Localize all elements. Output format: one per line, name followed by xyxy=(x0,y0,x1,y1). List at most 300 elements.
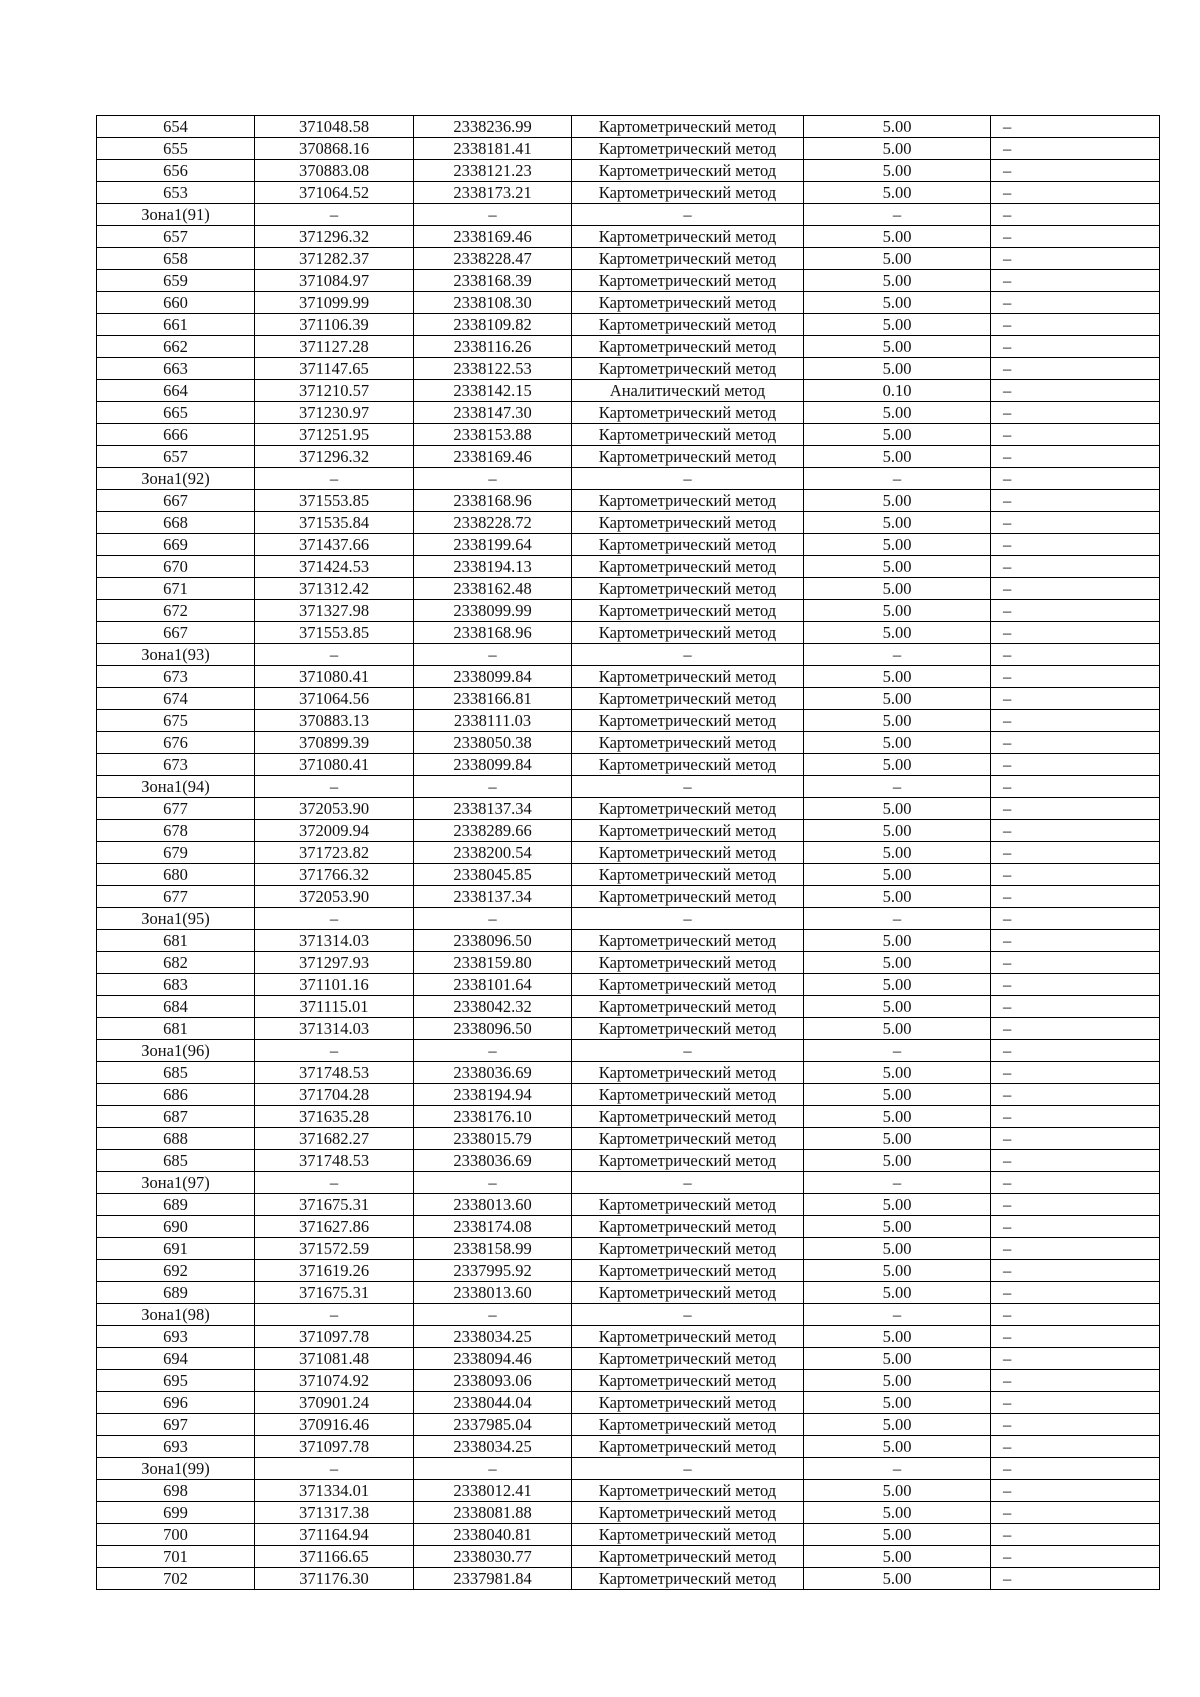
table-row xyxy=(97,952,1160,974)
x-coordinate-cell: 371437.66 xyxy=(255,534,414,556)
y-coordinate-cell: 2338013.60 xyxy=(414,1194,572,1216)
point-number-cell: 683 xyxy=(97,974,255,996)
x-coordinate-cell: – xyxy=(255,1304,414,1326)
point-number-cell: 674 xyxy=(97,688,255,710)
x-coordinate-cell: 371210.57 xyxy=(255,380,414,402)
accuracy-cell: 5.00 xyxy=(804,1436,991,1458)
point-number-cell: 681 xyxy=(97,930,255,952)
point-number-cell: 682 xyxy=(97,952,255,974)
table-row xyxy=(97,930,1160,952)
x-coordinate-cell: 371704.28 xyxy=(255,1084,414,1106)
accuracy-cell: 5.00 xyxy=(804,820,991,842)
point-number-cell: Зона1(98) xyxy=(97,1304,255,1326)
accuracy-cell: 5.00 xyxy=(804,248,991,270)
y-coordinate-cell: 2338012.41 xyxy=(414,1480,572,1502)
table-row xyxy=(97,1392,1160,1414)
y-coordinate-cell: 2338159.80 xyxy=(414,952,572,974)
table-row xyxy=(97,534,1160,556)
description-cell: – xyxy=(991,534,1160,556)
description-cell: – xyxy=(991,578,1160,600)
y-coordinate-cell: 2338228.47 xyxy=(414,248,572,270)
description-cell: – xyxy=(991,446,1160,468)
x-coordinate-cell: 371080.41 xyxy=(255,754,414,776)
accuracy-cell: 5.00 xyxy=(804,1216,991,1238)
y-coordinate-cell: 2338122.53 xyxy=(414,358,572,380)
accuracy-cell: – xyxy=(804,1458,991,1480)
table-row xyxy=(97,1084,1160,1106)
y-coordinate-cell: 2338142.15 xyxy=(414,380,572,402)
x-coordinate-cell: 371176.30 xyxy=(255,1568,414,1590)
point-number-cell: 685 xyxy=(97,1062,255,1084)
table-row xyxy=(97,270,1160,292)
table-row xyxy=(97,1502,1160,1524)
accuracy-cell: 5.00 xyxy=(804,1238,991,1260)
method-cell: Картометрический метод xyxy=(572,490,804,512)
method-cell: Картометрический метод xyxy=(572,754,804,776)
point-number-cell: 655 xyxy=(97,138,255,160)
description-cell: – xyxy=(991,1326,1160,1348)
y-coordinate-cell: – xyxy=(414,1304,572,1326)
method-cell: Картометрический метод xyxy=(572,798,804,820)
description-cell: – xyxy=(991,116,1160,138)
y-coordinate-cell: 2338099.84 xyxy=(414,666,572,688)
method-cell: Картометрический метод xyxy=(572,1150,804,1172)
method-cell: Картометрический метод xyxy=(572,688,804,710)
method-cell: Картометрический метод xyxy=(572,1238,804,1260)
description-cell: – xyxy=(991,1238,1160,1260)
x-coordinate-cell: – xyxy=(255,1458,414,1480)
x-coordinate-cell: 371317.38 xyxy=(255,1502,414,1524)
description-cell: – xyxy=(991,490,1160,512)
point-number-cell: 677 xyxy=(97,798,255,820)
accuracy-cell: 5.00 xyxy=(804,358,991,380)
method-cell: Картометрический метод xyxy=(572,820,804,842)
method-cell: Картометрический метод xyxy=(572,996,804,1018)
description-cell: – xyxy=(991,732,1160,754)
table-row xyxy=(97,974,1160,996)
x-coordinate-cell: 371327.98 xyxy=(255,600,414,622)
description-cell: – xyxy=(991,1524,1160,1546)
zone-header-row xyxy=(97,776,1160,798)
description-cell: – xyxy=(991,336,1160,358)
method-cell: Картометрический метод xyxy=(572,1194,804,1216)
method-cell: Картометрический метод xyxy=(572,1392,804,1414)
point-number-cell: 661 xyxy=(97,314,255,336)
point-number-cell: Зона1(93) xyxy=(97,644,255,666)
x-coordinate-cell: 371553.85 xyxy=(255,490,414,512)
table-row xyxy=(97,116,1160,138)
table-row xyxy=(97,380,1160,402)
method-cell: Картометрический метод xyxy=(572,886,804,908)
method-cell: – xyxy=(572,1172,804,1194)
x-coordinate-cell: 371675.31 xyxy=(255,1282,414,1304)
point-number-cell: 671 xyxy=(97,578,255,600)
method-cell: Картометрический метод xyxy=(572,270,804,292)
table-row xyxy=(97,1106,1160,1128)
x-coordinate-cell: 371627.86 xyxy=(255,1216,414,1238)
x-coordinate-cell: 370883.13 xyxy=(255,710,414,732)
accuracy-cell: 5.00 xyxy=(804,886,991,908)
description-cell: – xyxy=(991,908,1160,930)
x-coordinate-cell: 371314.03 xyxy=(255,1018,414,1040)
accuracy-cell: 5.00 xyxy=(804,1480,991,1502)
table-row xyxy=(97,1524,1160,1546)
accuracy-cell: 5.00 xyxy=(804,336,991,358)
y-coordinate-cell: 2338199.64 xyxy=(414,534,572,556)
y-coordinate-cell: 2338158.99 xyxy=(414,1238,572,1260)
point-number-cell: 670 xyxy=(97,556,255,578)
accuracy-cell: – xyxy=(804,1040,991,1062)
x-coordinate-cell: 370916.46 xyxy=(255,1414,414,1436)
zone-header-row xyxy=(97,204,1160,226)
y-coordinate-cell: 2338181.41 xyxy=(414,138,572,160)
accuracy-cell: 5.00 xyxy=(804,446,991,468)
y-coordinate-cell: 2338030.77 xyxy=(414,1546,572,1568)
point-number-cell: Зона1(97) xyxy=(97,1172,255,1194)
y-coordinate-cell: 2338153.88 xyxy=(414,424,572,446)
y-coordinate-cell: 2338194.94 xyxy=(414,1084,572,1106)
accuracy-cell: – xyxy=(804,908,991,930)
y-coordinate-cell: 2338169.46 xyxy=(414,226,572,248)
method-cell: – xyxy=(572,1304,804,1326)
y-coordinate-cell: – xyxy=(414,776,572,798)
y-coordinate-cell: 2338036.69 xyxy=(414,1062,572,1084)
x-coordinate-cell: 371282.37 xyxy=(255,248,414,270)
table-row xyxy=(97,512,1160,534)
accuracy-cell: 5.00 xyxy=(804,402,991,424)
point-number-cell: 673 xyxy=(97,666,255,688)
method-cell: Картометрический метод xyxy=(572,952,804,974)
method-cell: Картометрический метод xyxy=(572,710,804,732)
method-cell: Картометрический метод xyxy=(572,1062,804,1084)
method-cell: Картометрический метод xyxy=(572,1480,804,1502)
y-coordinate-cell: 2338013.60 xyxy=(414,1282,572,1304)
table-row xyxy=(97,248,1160,270)
y-coordinate-cell: – xyxy=(414,204,572,226)
description-cell: – xyxy=(991,600,1160,622)
y-coordinate-cell: 2338174.08 xyxy=(414,1216,572,1238)
point-number-cell: 673 xyxy=(97,754,255,776)
x-coordinate-cell: 371675.31 xyxy=(255,1194,414,1216)
y-coordinate-cell: – xyxy=(414,908,572,930)
point-number-cell: 685 xyxy=(97,1150,255,1172)
method-cell: Картометрический метод xyxy=(572,1568,804,1590)
accuracy-cell: 0.10 xyxy=(804,380,991,402)
accuracy-cell: 5.00 xyxy=(804,490,991,512)
accuracy-cell: 5.00 xyxy=(804,1260,991,1282)
accuracy-cell: 5.00 xyxy=(804,1326,991,1348)
table-row xyxy=(97,226,1160,248)
method-cell: Картометрический метод xyxy=(572,1084,804,1106)
table-row xyxy=(97,336,1160,358)
x-coordinate-cell: – xyxy=(255,776,414,798)
table-row xyxy=(97,160,1160,182)
description-cell: – xyxy=(991,204,1160,226)
y-coordinate-cell: 2338137.34 xyxy=(414,798,572,820)
table-row xyxy=(97,1062,1160,1084)
method-cell: – xyxy=(572,644,804,666)
description-cell: – xyxy=(991,358,1160,380)
y-coordinate-cell: – xyxy=(414,1458,572,1480)
description-cell: – xyxy=(991,710,1160,732)
accuracy-cell: 5.00 xyxy=(804,1414,991,1436)
zone-header-row xyxy=(97,1304,1160,1326)
accuracy-cell: – xyxy=(804,1172,991,1194)
y-coordinate-cell: 2338147.30 xyxy=(414,402,572,424)
table-row xyxy=(97,402,1160,424)
point-number-cell: 668 xyxy=(97,512,255,534)
y-coordinate-cell: 2338169.46 xyxy=(414,446,572,468)
description-cell: – xyxy=(991,182,1160,204)
point-number-cell: Зона1(96) xyxy=(97,1040,255,1062)
description-cell: – xyxy=(991,688,1160,710)
accuracy-cell: 5.00 xyxy=(804,1194,991,1216)
y-coordinate-cell: 2338040.81 xyxy=(414,1524,572,1546)
x-coordinate-cell: 371296.32 xyxy=(255,446,414,468)
point-number-cell: 669 xyxy=(97,534,255,556)
x-coordinate-cell: 371251.95 xyxy=(255,424,414,446)
accuracy-cell: 5.00 xyxy=(804,710,991,732)
point-number-cell: 687 xyxy=(97,1106,255,1128)
description-cell: – xyxy=(991,1458,1160,1480)
description-cell: – xyxy=(991,556,1160,578)
accuracy-cell: 5.00 xyxy=(804,1502,991,1524)
table-row xyxy=(97,1326,1160,1348)
table-row xyxy=(97,842,1160,864)
y-coordinate-cell: 2338168.96 xyxy=(414,490,572,512)
method-cell: Картометрический метод xyxy=(572,622,804,644)
description-cell: – xyxy=(991,248,1160,270)
point-number-cell: Зона1(99) xyxy=(97,1458,255,1480)
point-number-cell: 692 xyxy=(97,1260,255,1282)
y-coordinate-cell: 2338176.10 xyxy=(414,1106,572,1128)
x-coordinate-cell: 371080.41 xyxy=(255,666,414,688)
method-cell: – xyxy=(572,468,804,490)
description-cell: – xyxy=(991,1392,1160,1414)
method-cell: Картометрический метод xyxy=(572,1282,804,1304)
y-coordinate-cell: 2338034.25 xyxy=(414,1326,572,1348)
x-coordinate-cell: 372053.90 xyxy=(255,798,414,820)
x-coordinate-cell: 371147.65 xyxy=(255,358,414,380)
y-coordinate-cell: 2338236.99 xyxy=(414,116,572,138)
y-coordinate-cell: 2338289.66 xyxy=(414,820,572,842)
description-cell: – xyxy=(991,292,1160,314)
y-coordinate-cell: 2338099.99 xyxy=(414,600,572,622)
table-row xyxy=(97,292,1160,314)
table-row xyxy=(97,1194,1160,1216)
description-cell: – xyxy=(991,1150,1160,1172)
point-number-cell: 686 xyxy=(97,1084,255,1106)
y-coordinate-cell: 2338015.79 xyxy=(414,1128,572,1150)
accuracy-cell: 5.00 xyxy=(804,1084,991,1106)
method-cell: – xyxy=(572,776,804,798)
point-number-cell: 695 xyxy=(97,1370,255,1392)
accuracy-cell: 5.00 xyxy=(804,160,991,182)
description-cell: – xyxy=(991,952,1160,974)
table-row xyxy=(97,1238,1160,1260)
point-number-cell: 658 xyxy=(97,248,255,270)
table-row xyxy=(97,578,1160,600)
description-cell: – xyxy=(991,1436,1160,1458)
method-cell: – xyxy=(572,204,804,226)
method-cell: Картометрический метод xyxy=(572,1128,804,1150)
point-number-cell: 693 xyxy=(97,1436,255,1458)
y-coordinate-cell: 2338096.50 xyxy=(414,1018,572,1040)
y-coordinate-cell: 2338093.06 xyxy=(414,1370,572,1392)
zone-header-row xyxy=(97,908,1160,930)
y-coordinate-cell: 2338173.21 xyxy=(414,182,572,204)
x-coordinate-cell: 371101.16 xyxy=(255,974,414,996)
table-row xyxy=(97,424,1160,446)
accuracy-cell: 5.00 xyxy=(804,182,991,204)
point-number-cell: 699 xyxy=(97,1502,255,1524)
table-row xyxy=(97,1348,1160,1370)
table-row xyxy=(97,864,1160,886)
description-cell: – xyxy=(991,930,1160,952)
accuracy-cell: 5.00 xyxy=(804,556,991,578)
method-cell: Картометрический метод xyxy=(572,1260,804,1282)
x-coordinate-cell: 371097.78 xyxy=(255,1436,414,1458)
description-cell: – xyxy=(991,1370,1160,1392)
method-cell: Картометрический метод xyxy=(572,160,804,182)
table-row xyxy=(97,1370,1160,1392)
accuracy-cell: – xyxy=(804,776,991,798)
method-cell: Картометрический метод xyxy=(572,1502,804,1524)
accuracy-cell: – xyxy=(804,644,991,666)
point-number-cell: 689 xyxy=(97,1194,255,1216)
accuracy-cell: – xyxy=(804,204,991,226)
x-coordinate-cell: – xyxy=(255,644,414,666)
x-coordinate-cell: – xyxy=(255,204,414,226)
accuracy-cell: 5.00 xyxy=(804,1370,991,1392)
description-cell: – xyxy=(991,798,1160,820)
y-coordinate-cell: 2337985.04 xyxy=(414,1414,572,1436)
description-cell: – xyxy=(991,1062,1160,1084)
x-coordinate-cell: 371334.01 xyxy=(255,1480,414,1502)
description-cell: – xyxy=(991,1216,1160,1238)
description-cell: – xyxy=(991,1172,1160,1194)
table-row xyxy=(97,1216,1160,1238)
table-row xyxy=(97,1480,1160,1502)
table-row xyxy=(97,1260,1160,1282)
y-coordinate-cell: 2338111.03 xyxy=(414,710,572,732)
x-coordinate-cell: – xyxy=(255,468,414,490)
accuracy-cell: 5.00 xyxy=(804,1348,991,1370)
description-cell: – xyxy=(991,424,1160,446)
point-number-cell: 662 xyxy=(97,336,255,358)
accuracy-cell: 5.00 xyxy=(804,270,991,292)
x-coordinate-cell: 371166.65 xyxy=(255,1546,414,1568)
x-coordinate-cell: 371535.84 xyxy=(255,512,414,534)
accuracy-cell: 5.00 xyxy=(804,1546,991,1568)
method-cell: Картометрический метод xyxy=(572,732,804,754)
x-coordinate-cell: 371084.97 xyxy=(255,270,414,292)
description-cell: – xyxy=(991,820,1160,842)
y-coordinate-cell: 2338036.69 xyxy=(414,1150,572,1172)
x-coordinate-cell: 371314.03 xyxy=(255,930,414,952)
method-cell: – xyxy=(572,1040,804,1062)
method-cell: Картометрический метод xyxy=(572,578,804,600)
zone-header-row xyxy=(97,468,1160,490)
accuracy-cell: 5.00 xyxy=(804,1524,991,1546)
table-row xyxy=(97,666,1160,688)
x-coordinate-cell: 371074.92 xyxy=(255,1370,414,1392)
method-cell: Картометрический метод xyxy=(572,248,804,270)
table-row xyxy=(97,798,1160,820)
point-number-cell: 691 xyxy=(97,1238,255,1260)
description-cell: – xyxy=(991,1502,1160,1524)
point-number-cell: Зона1(94) xyxy=(97,776,255,798)
description-cell: – xyxy=(991,512,1160,534)
x-coordinate-cell: 371635.28 xyxy=(255,1106,414,1128)
accuracy-cell: 5.00 xyxy=(804,732,991,754)
zone-header-row xyxy=(97,1172,1160,1194)
table-row xyxy=(97,996,1160,1018)
table-row xyxy=(97,710,1160,732)
method-cell: Картометрический метод xyxy=(572,1436,804,1458)
point-number-cell: 664 xyxy=(97,380,255,402)
method-cell: – xyxy=(572,1458,804,1480)
method-cell: Картометрический метод xyxy=(572,182,804,204)
y-coordinate-cell: 2338108.30 xyxy=(414,292,572,314)
table-row xyxy=(97,1436,1160,1458)
x-coordinate-cell: 371230.97 xyxy=(255,402,414,424)
point-number-cell: 667 xyxy=(97,622,255,644)
x-coordinate-cell: 371297.93 xyxy=(255,952,414,974)
accuracy-cell: 5.00 xyxy=(804,138,991,160)
description-cell: – xyxy=(991,1546,1160,1568)
method-cell: Картометрический метод xyxy=(572,974,804,996)
x-coordinate-cell: 371048.58 xyxy=(255,116,414,138)
accuracy-cell: 5.00 xyxy=(804,864,991,886)
accuracy-cell: 5.00 xyxy=(804,930,991,952)
accuracy-cell: 5.00 xyxy=(804,578,991,600)
method-cell: Картометрический метод xyxy=(572,1546,804,1568)
description-cell: – xyxy=(991,1304,1160,1326)
zone-header-row xyxy=(97,1458,1160,1480)
accuracy-cell: 5.00 xyxy=(804,1150,991,1172)
description-cell: – xyxy=(991,1018,1160,1040)
accuracy-cell: 5.00 xyxy=(804,1392,991,1414)
method-cell: Картометрический метод xyxy=(572,534,804,556)
table-row xyxy=(97,182,1160,204)
accuracy-cell: 5.00 xyxy=(804,600,991,622)
table-row xyxy=(97,688,1160,710)
method-cell: Картометрический метод xyxy=(572,1018,804,1040)
method-cell: Картометрический метод xyxy=(572,1348,804,1370)
accuracy-cell: 5.00 xyxy=(804,424,991,446)
description-cell: – xyxy=(991,402,1160,424)
x-coordinate-cell: 370883.08 xyxy=(255,160,414,182)
table-row xyxy=(97,754,1160,776)
x-coordinate-cell: – xyxy=(255,1172,414,1194)
description-cell: – xyxy=(991,754,1160,776)
point-number-cell: 672 xyxy=(97,600,255,622)
x-coordinate-cell: 371115.01 xyxy=(255,996,414,1018)
accuracy-cell: 5.00 xyxy=(804,314,991,336)
x-coordinate-cell: 372053.90 xyxy=(255,886,414,908)
point-number-cell: 653 xyxy=(97,182,255,204)
accuracy-cell: 5.00 xyxy=(804,1282,991,1304)
y-coordinate-cell: 2338045.85 xyxy=(414,864,572,886)
method-cell: Картометрический метод xyxy=(572,336,804,358)
point-number-cell: 666 xyxy=(97,424,255,446)
x-coordinate-cell: 370899.39 xyxy=(255,732,414,754)
accuracy-cell: 5.00 xyxy=(804,974,991,996)
point-number-cell: 696 xyxy=(97,1392,255,1414)
point-number-cell: 657 xyxy=(97,446,255,468)
y-coordinate-cell: 2338194.13 xyxy=(414,556,572,578)
